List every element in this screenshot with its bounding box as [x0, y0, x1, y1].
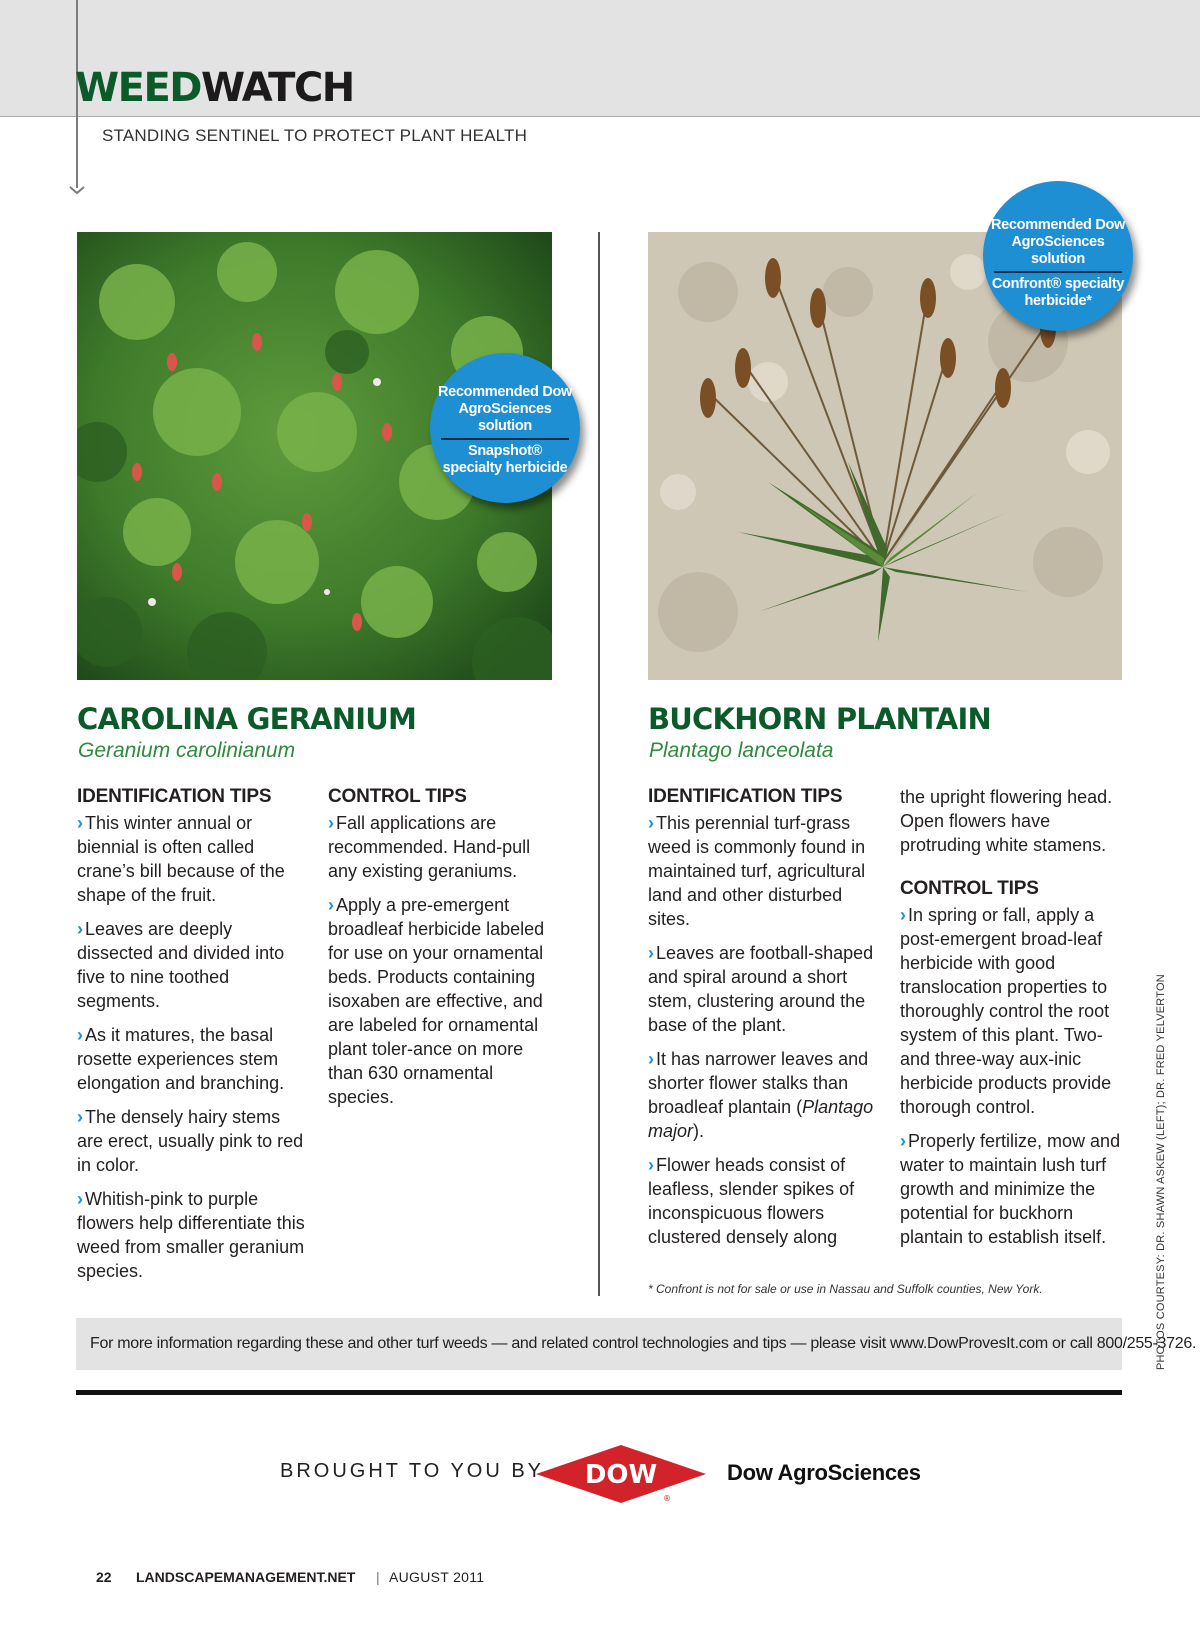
- chevron-right-icon: ›: [900, 905, 906, 925]
- chevron-right-icon: ›: [328, 895, 334, 915]
- tip-continuation: the upright flowering head. Open flowers have protruding white stamens.: [900, 787, 1113, 855]
- down-arrow-icon: [68, 185, 86, 195]
- recommended-solution-badge-right: [983, 181, 1133, 331]
- tip-item: › Apply a pre-emergent broadleaf herbicide labeled for use on your ornamental beds. Products containing isoxaben are effective, and are labeled for ornamental plant toler-ance on more than 630 ornamental species.: [328, 895, 545, 1107]
- chevron-right-icon: ›: [77, 919, 83, 939]
- chevron-right-icon: ›: [77, 1107, 83, 1127]
- dow-logo: [536, 1443, 706, 1505]
- badge-divider: [441, 438, 569, 440]
- chevron-right-icon: ›: [648, 943, 654, 963]
- identification-heading: IDENTIFICATION TIPS: [648, 786, 843, 807]
- recommended-solution-badge-left: [430, 353, 580, 503]
- control-heading: CONTROL TIPS: [328, 786, 467, 807]
- section-title-weed: WEED: [75, 65, 201, 111]
- chevron-right-icon: ›: [900, 1131, 906, 1151]
- issue-date: AUGUST 2011: [389, 1569, 485, 1585]
- control-heading: CONTROL TIPS: [900, 878, 1039, 899]
- tip-item: › This winter annual or biennial is often called crane’s bill because of the shape of the fruit.: [77, 813, 285, 905]
- footer-separator: |: [376, 1569, 380, 1585]
- tip-item: › This perennial turf-grass weed is commonly found in maintained turf, agricultural land and other disturbed sites.: [648, 813, 866, 929]
- publication-name: LANDSCAPEMANAGEMENT.NET: [136, 1569, 356, 1585]
- badge-product-text: Snapshot® specialty herbicide: [442, 443, 568, 476]
- badge-recommended-text: Recommended Dow AgroSciences solution: [990, 217, 1126, 267]
- tip-item: › Leaves are deeply dissected and divided into five to nine toothed segments.: [77, 919, 285, 1011]
- chevron-right-icon: ›: [648, 1155, 654, 1175]
- weed-name-carolina-geranium: CAROLINA GERANIUM: [77, 702, 417, 736]
- plantain-identification-tips: [648, 785, 880, 1259]
- chevron-right-icon: ›: [77, 813, 83, 833]
- section-title-watch: WATCH: [200, 65, 354, 111]
- dow-agrosciences-name: Dow AgroSciences: [727, 1460, 921, 1485]
- more-info-bar: [76, 1318, 1197, 1370]
- chevron-right-icon: ›: [648, 813, 654, 833]
- tip-item: › Fall applications are recommended. Hand-pull any existing geraniums.: [328, 813, 531, 881]
- badge-product-text: Confront® specialty herbicide*: [991, 276, 1125, 309]
- geranium-control-tips: [328, 785, 560, 1119]
- svg-text:®: ®: [663, 1494, 671, 1503]
- badge-divider: [994, 271, 1122, 273]
- weed-latin-name-right: Plantago lanceolata: [649, 739, 834, 762]
- chevron-right-icon: ›: [648, 1049, 654, 1069]
- tip-item: › In spring or fall, apply a post-emergent broad-leaf herbicide with good translocation properties to thoroughly control the root system of this plant. Two- and three-way aux-inic herbicide products provide thorough control.: [900, 905, 1112, 1117]
- tip-item: › Properly fertilize, mow and water to maintain lush turf growth and minimize the potential for buckhorn plantain to establish itself.: [900, 1131, 1121, 1247]
- weed-name-buckhorn-plantain: BUCKHORN PLANTAIN: [648, 702, 991, 736]
- tip-item: › It has narrower leaves and shorter flower stalks than broadleaf plantain (Plantago major).: [648, 1049, 874, 1141]
- chevron-right-icon: ›: [77, 1189, 83, 1209]
- geranium-identification-tips: [77, 785, 309, 1293]
- chevron-right-icon: ›: [77, 1025, 83, 1045]
- tip-item: › The densely hairy stems are erect, usually pink to red in color.: [77, 1107, 304, 1175]
- chevron-right-icon: ›: [328, 813, 334, 833]
- tip-item: › Leaves are football-shaped and spiral around a short stem, clustering around the base of the plant.: [648, 943, 874, 1035]
- more-info-text: For more information regarding these and other turf weeds — and related control technologies and tips — please visit www.DowProvesIt.com or call 800/255-3726.: [90, 1335, 1197, 1352]
- weed-latin-name-left: Geranium carolinianum: [78, 739, 296, 762]
- plantain-control-tips: [900, 785, 1130, 1259]
- tip-item: › Whitish-pink to purple flowers help differentiate this weed from smaller geranium species.: [77, 1189, 305, 1281]
- tip-item: › As it matures, the basal rosette experiences stem elongation and branching.: [77, 1025, 285, 1093]
- page-number: 22: [96, 1569, 112, 1585]
- section-tagline: STANDING SENTINEL TO PROTECT PLANT HEALTH: [102, 126, 528, 145]
- column-divider: [598, 232, 600, 1296]
- brought-to-you-by: BROUGHT TO YOU BY: [280, 1460, 545, 1482]
- dow-logo-text: DOW: [584, 1460, 658, 1490]
- confront-footnote: * Confront is not for sale or use in Nassau and Suffolk counties, New York.: [648, 1282, 1043, 1296]
- badge-recommended-text: Recommended Dow AgroSciences solution: [437, 384, 573, 434]
- section-rule: [76, 1390, 1122, 1395]
- identification-heading: IDENTIFICATION TIPS: [77, 786, 272, 807]
- section-title: [75, 65, 354, 111]
- tip-item: › Flower heads consist of leafless, slender spikes of inconspicuous flowers clustered densely along: [648, 1155, 855, 1247]
- photo-credits: PHOTOS COURTESY: DR. SHAWN ASKEW (LEFT); DR. FRED YELVERTON: [1155, 974, 1167, 1370]
